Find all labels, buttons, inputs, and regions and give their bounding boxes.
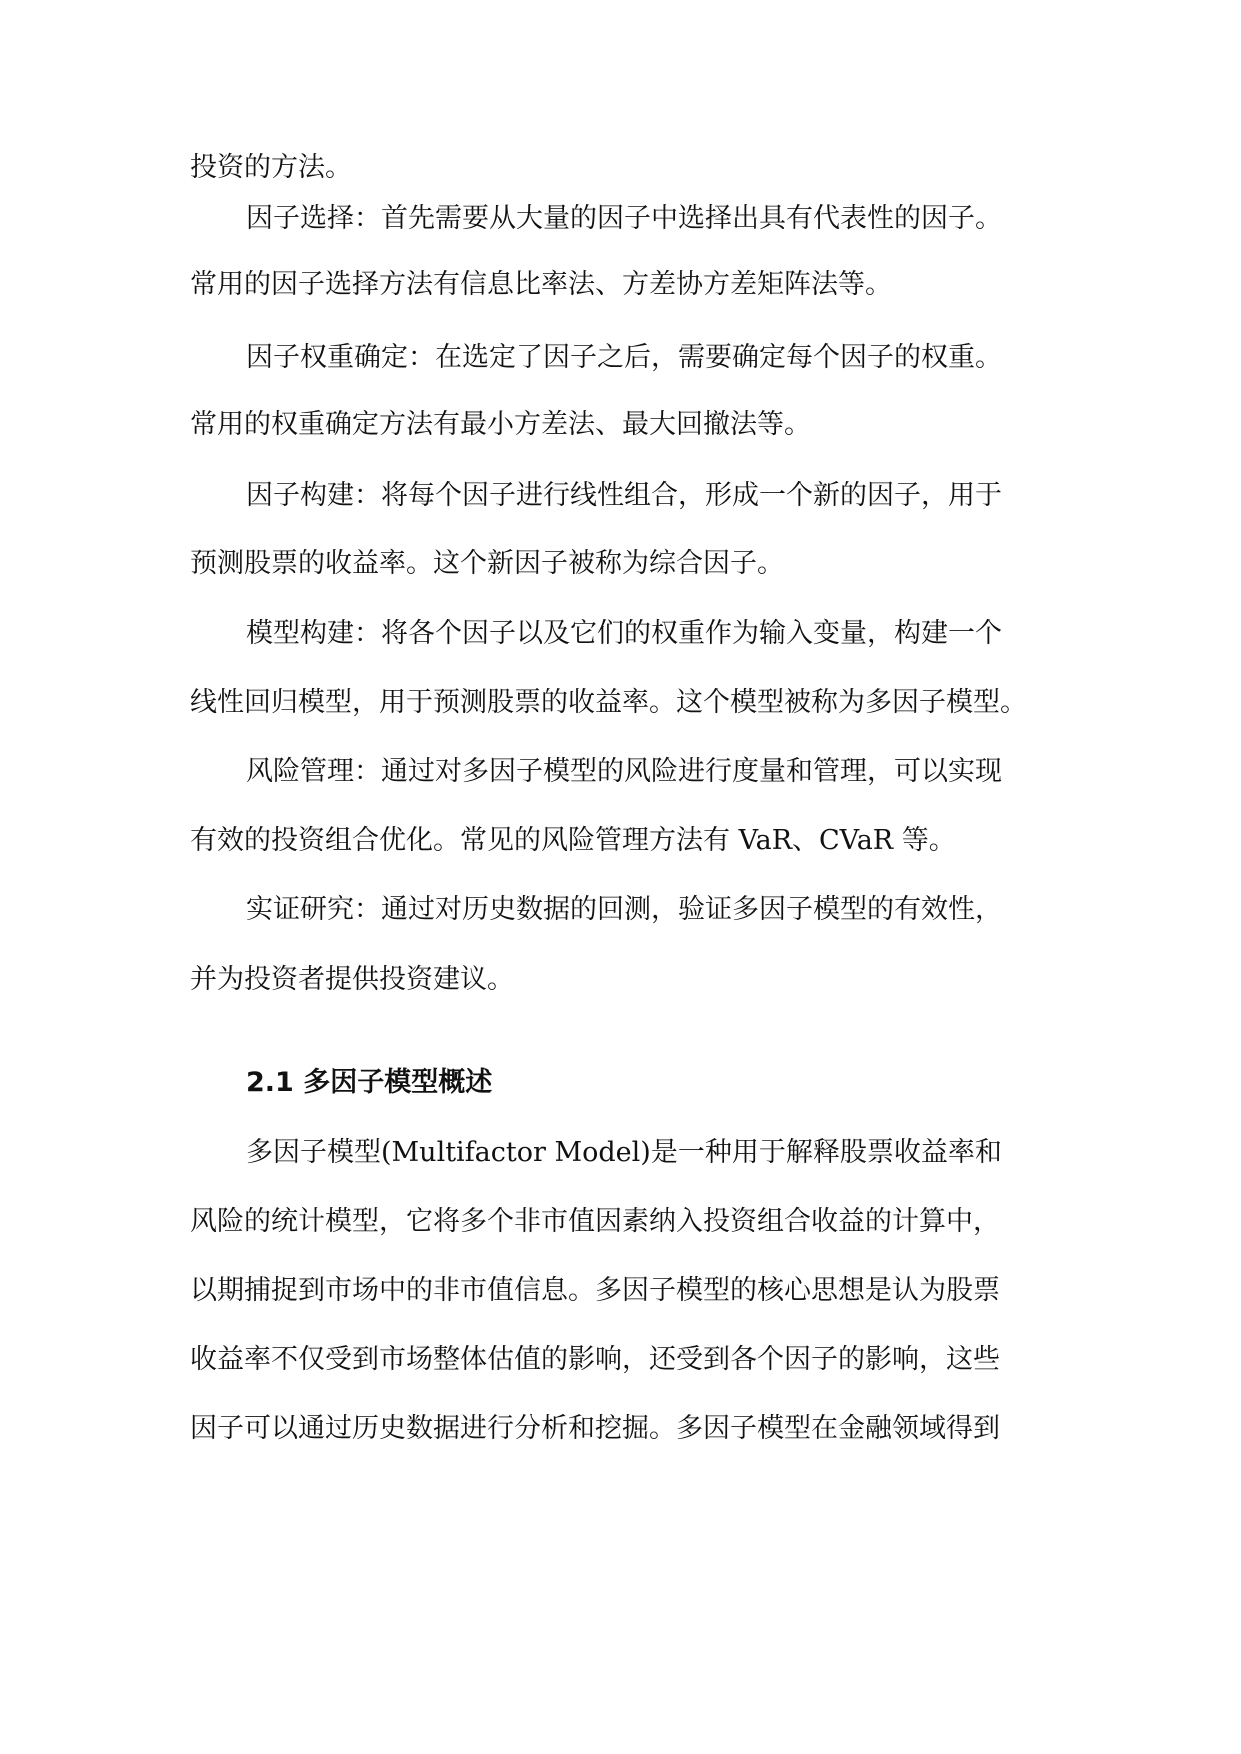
section-heading: 2.1 多因子模型概述 <box>246 1067 493 1098</box>
section-line-5: 因子可以通过历史数据进行分析和挖掘。多因子模型在金融领域得到 <box>190 1413 1000 1444</box>
text-line-1: 投资的方法。 <box>190 152 352 183</box>
text-line-8: 模型构建：将各个因子以及它们的权重作为输入变量，构建一个 <box>246 618 1002 649</box>
section-line-3: 以期捕捉到市场中的非市值信息。多因子模型的核心思想是认为股票 <box>190 1275 1000 1306</box>
text-line-13: 并为投资者提供投资建议。 <box>190 964 514 995</box>
section-line-1: 多因子模型(Multifactor Model)是一种用于解释股票收益率和 <box>246 1137 1002 1168</box>
text-line-2: 因子选择：首先需要从大量的因子中选择出具有代表性的因子。 <box>246 203 1002 234</box>
text-line-11: 有效的投资组合优化。常见的风险管理方法有 VaR、CVaR 等。 <box>190 825 956 856</box>
text-line-7: 预测股票的收益率。这个新因子被称为综合因子。 <box>190 548 784 579</box>
text-line-3: 常用的因子选择方法有信息比率法、方差协方差矩阵法等。 <box>190 269 892 300</box>
text-line-10: 风险管理：通过对多因子模型的风险进行度量和管理，可以实现 <box>246 756 1002 787</box>
section-line-4: 收益率不仅受到市场整体估值的影响，还受到各个因子的影响，这些 <box>190 1344 1000 1375</box>
text-line-4: 因子权重确定：在选定了因子之后，需要确定每个因子的权重。 <box>246 342 1002 373</box>
text-line-9: 线性回归模型，用于预测股票的收益率。这个模型被称为多因子模型。 <box>190 687 1027 718</box>
section-line-2: 风险的统计模型，它将多个非市值因素纳入投资组合收益的计算中， <box>190 1206 1000 1237</box>
text-line-6: 因子构建：将每个因子进行线性组合，形成一个新的因子，用于 <box>246 480 1002 511</box>
text-line-5: 常用的权重确定方法有最小方差法、最大回撤法等。 <box>190 409 811 440</box>
text-line-12: 实证研究：通过对历史数据的回测，验证多因子模型的有效性， <box>246 894 1002 925</box>
